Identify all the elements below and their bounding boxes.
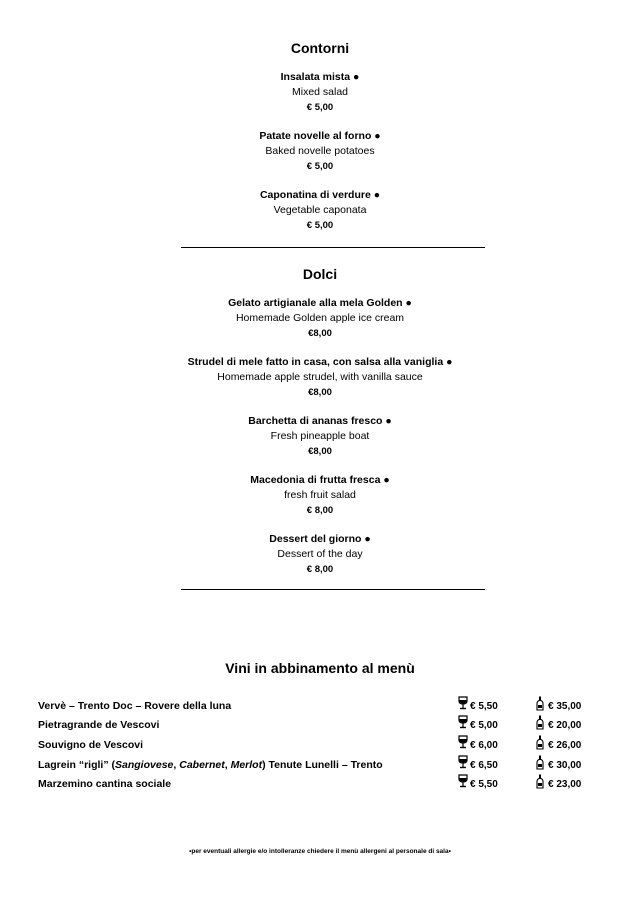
wine-row — [38, 755, 598, 775]
bottle-price: € 26,00 — [548, 740, 582, 751]
item-name: Caponatina di verdure ● — [259, 189, 381, 201]
wine-glass-icon — [458, 696, 468, 710]
menu-item — [0, 188, 640, 233]
item-price: €8,00 — [308, 387, 332, 398]
wine-name: Marzemino cantina sociale — [38, 778, 172, 790]
glass-price: € 5,50 — [470, 779, 498, 790]
item-price: € 8,00 — [306, 505, 334, 516]
wine-name: Vervè – Trento Doc – Rovere della luna — [38, 700, 232, 712]
wine-row — [38, 735, 598, 755]
menu-item — [0, 414, 640, 459]
wine-bottle-icon — [536, 774, 544, 789]
section-divider — [181, 247, 485, 248]
item-price: € 5,00 — [306, 102, 334, 113]
menu-item — [0, 70, 640, 115]
wine-row — [38, 696, 598, 716]
item-price: € 8,00 — [306, 564, 334, 575]
menu-item — [0, 296, 640, 341]
item-name: Patate novelle al forno ● — [259, 130, 381, 142]
wine-bottle-icon — [536, 715, 544, 730]
item-description: Mixed salad — [291, 86, 349, 98]
menu-item — [0, 129, 640, 174]
item-name: Strudel di mele fatto in casa, con salsa alla vaniglia ● — [187, 356, 453, 368]
item-price: € 5,00 — [306, 220, 334, 231]
wine-glass-icon — [458, 735, 468, 749]
glass-price: € 5,50 — [470, 701, 498, 712]
wine-name — [38, 759, 383, 771]
wine-name-part: , — [173, 759, 180, 771]
wine-name-part: Lagrein “rigli” ( — [38, 759, 116, 771]
item-price: €8,00 — [308, 446, 332, 457]
wine-row — [38, 715, 598, 735]
bottle-price: € 35,00 — [548, 701, 582, 712]
contorni-section — [0, 40, 640, 247]
item-description: Homemade apple strudel, with vanilla sauce — [217, 371, 423, 383]
menu-item — [0, 355, 640, 400]
wine-bottle-icon — [536, 735, 544, 750]
item-description: Baked novelle potatoes — [265, 145, 375, 157]
item-description: Vegetable caponata — [273, 204, 367, 216]
glass-price: € 5,00 — [470, 720, 498, 731]
allergen-footnote: •per eventuali allergie e/o intolleranze chiedere il menù allergeni al personale di sala• — [189, 848, 451, 855]
wine-row — [38, 774, 598, 794]
section-title-contorni: Contorni — [290, 40, 350, 56]
bottle-price: € 23,00 — [548, 779, 582, 790]
item-description: Fresh pineapple boat — [270, 430, 370, 442]
wine-name-part: ) Tenute Lunelli – Trento — [262, 759, 383, 771]
grape-variety: Cabernet — [179, 759, 225, 771]
dolci-section — [0, 266, 640, 591]
section-divider — [181, 589, 485, 590]
item-description: Homemade Golden apple ice cream — [235, 312, 405, 324]
wine-name: Souvigno de Vescovi — [38, 739, 144, 751]
wine-glass-icon — [458, 715, 468, 729]
menu-item — [0, 473, 640, 518]
wine-bottle-icon — [536, 755, 544, 770]
item-price: €8,00 — [308, 328, 332, 339]
bottle-price: € 30,00 — [548, 760, 582, 771]
glass-price: € 6,50 — [470, 760, 498, 771]
wine-glass-icon — [458, 755, 468, 769]
menu-item — [0, 532, 640, 577]
wines-title: Vini in abbinamento al menù — [225, 660, 415, 676]
glass-price: € 6,00 — [470, 740, 498, 751]
item-description: Dessert of the day — [277, 548, 363, 560]
item-name: Barchetta di ananas fresco ● — [248, 415, 392, 427]
wine-bottle-icon — [536, 696, 544, 711]
grape-variety: Merlot — [230, 759, 263, 771]
grape-variety: Sangiovese — [115, 759, 174, 771]
item-name: Dessert del giorno ● — [269, 533, 371, 545]
item-name: Gelato artigianale alla mela Golden ● — [228, 297, 412, 309]
wine-name: Pietragrande de Vescovi — [38, 719, 160, 731]
item-name: Macedonia di frutta fresca ● — [250, 474, 390, 486]
wine-glass-icon — [458, 774, 468, 788]
section-title-dolci: Dolci — [302, 266, 338, 282]
wine-name-part: , — [224, 759, 231, 771]
item-price: € 5,00 — [306, 161, 334, 172]
item-name: Insalata mista ● — [280, 71, 360, 83]
item-description: fresh fruit salad — [284, 489, 356, 501]
bottle-price: € 20,00 — [548, 720, 582, 731]
